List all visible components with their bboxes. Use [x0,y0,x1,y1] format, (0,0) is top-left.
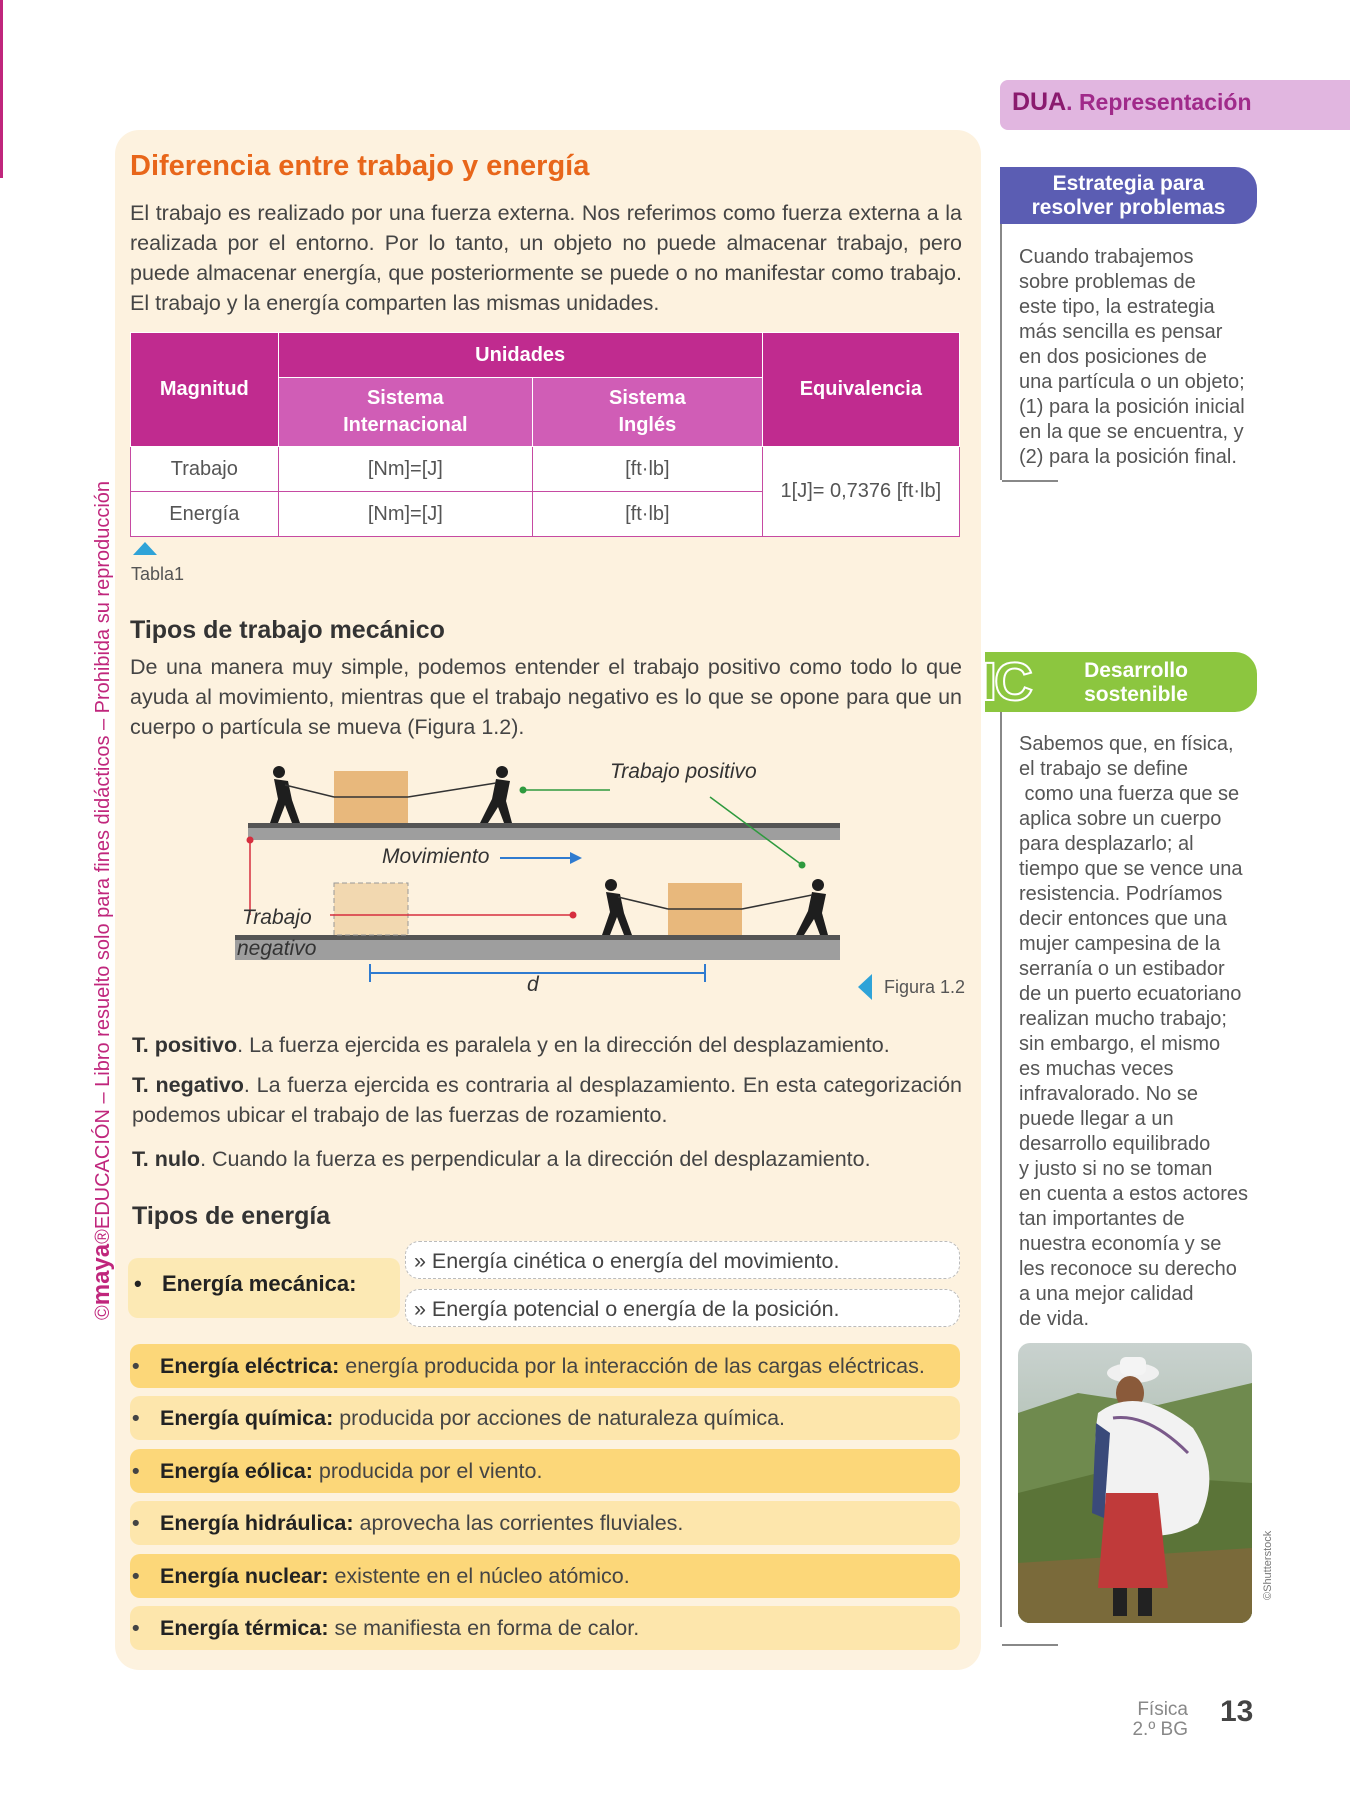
definition-term: T. nulo [132,1147,201,1171]
text-line: el trabajo se define [1019,758,1189,780]
text-line: desarrollo equilibrado [1019,1133,1211,1155]
text-line: mujer campesina de la [1019,933,1221,955]
figure-caption: Figura 1.2 [884,977,966,997]
text-line: (1) para la posición inicial [1019,396,1245,418]
dua-rest: . Representación [1066,89,1252,115]
text-line: nuestra economía y se [1019,1233,1222,1255]
si-label: Sistema Internacional [343,387,468,436]
vertical-copyright [88,460,116,1320]
definition-text: . La fuerza ejercida es paralela y en la dirección del desplazamiento. [237,1033,890,1057]
estrategia-bracket-bottom [1002,480,1058,482]
top-ground [248,828,840,840]
ic-badge-icon: IC [982,652,1030,712]
cell-magnitud: Trabajo [131,447,279,492]
estrategia-title-line: Estrategia para [1052,172,1205,195]
photo-credit: ©Shutterstock [1262,1530,1274,1600]
item-text: producida por acciones de naturaleza química. [333,1406,786,1430]
text-line: en cuenta a estos actores [1019,1183,1249,1205]
text-line: serranía o un estibador [1019,958,1225,980]
cell-magnitud: Energía [131,492,279,537]
text-line: y justo si no se toman [1019,1158,1213,1180]
text-line: realizan mucho trabajo; [1019,1008,1227,1030]
registered-mark: ® [92,1229,114,1244]
dua-title [1012,88,1252,117]
cell-ingles: [ft·lb] [532,447,762,492]
text-line: aplica sobre un cuerpo [1019,808,1222,830]
table-header-ingles [532,378,762,447]
cell-si: [Nm]=[J] [278,447,532,492]
intro-paragraph: El trabajo es realizado por una fuerza externa. Nos referimos como fuerza externa a la realizada por el entorno. Por lo tanto, un objeto no puede almacenar trabajo, pero puede almacenar energía, que posteriormente se puede o no manifestar como trabajo. El trabajo y la energía comparten las mismas unidades. [130,201,962,315]
desarrollo-text [1019,732,1254,1332]
rope-left-top [285,785,334,797]
copyright-symbol: © [92,1305,114,1320]
desarrollo-title-line: Desarrollo [1084,659,1188,682]
label-movimiento: Movimiento [382,845,490,868]
mecanica-label [132,1271,356,1297]
text-line: infravalorado. No se [1019,1083,1198,1105]
cell-equivalencia: 1[J]= 0,7376 [ft·lb] [762,447,959,537]
subject-name: Física [1137,1699,1188,1720]
table-header-unidades: Unidades [278,333,762,378]
text-line: puede llegar a un [1019,1108,1174,1130]
tipos-energia-title: Tipos de energía [132,1202,331,1230]
farmer-woman-photo [1018,1343,1252,1623]
list-item [130,1396,960,1440]
text-line: les reconoce su derecho [1019,1258,1237,1280]
text-line: más sencilla es pensar [1019,321,1223,343]
page-edge-bar [0,0,3,178]
work-figure [230,755,870,990]
table-header-equivalencia: Equivalencia [762,333,959,447]
list-item [130,1344,960,1388]
list-item [130,1554,960,1598]
negative-force-point [570,912,577,919]
desarrollo-bracket [1000,712,1002,1627]
item-term: Energía eléctrica: [160,1354,340,1378]
rope-right-bottom [742,895,812,909]
person-left-bottom-icon [602,879,632,935]
caption-marker-icon [133,542,157,555]
bottom-surface [235,935,840,940]
definition-term: T. positivo [132,1033,238,1057]
copyright-text: EDUCACIÓN – Libro resuelto solo para fines didácticos – Prohibida su reproducción [92,480,114,1230]
item-text: se manifiesta en forma de calor. [328,1616,640,1640]
text-line: es muchas veces [1019,1058,1174,1080]
movement-arrowhead-icon [570,852,582,864]
text-line: a una mejor calidad [1019,1283,1194,1305]
negative-marker-point [247,837,254,844]
text-line: decir entonces que una [1019,908,1227,930]
label-trabajo: Trabajo [242,906,312,929]
definition-nulo [132,1144,962,1174]
desarrollo-title-line: sostenible [1084,683,1188,706]
text-line: resistencia. Podríamos [1019,883,1223,905]
text-line: sobre problemas de [1019,271,1196,293]
text-line: de vida. [1019,1308,1090,1330]
section-title: Diferencia entre trabajo y energía [130,150,590,182]
item-text: energía producida por la interacción de las cargas eléctricas. [339,1354,925,1378]
text-line: tan importantes de [1019,1208,1185,1230]
positive-point-bottom [799,862,806,869]
definition-positivo [132,1030,962,1060]
estrategia-header [1000,167,1257,224]
rope-left-bottom [618,897,668,909]
estrategia-bracket [1000,222,1002,480]
item-text: existente en el núcleo atómico. [328,1564,630,1588]
bullet: • [132,1354,140,1378]
footer-subject [1130,1700,1188,1740]
label-trabajo-positivo: Trabajo positivo [610,760,757,783]
text-line: una partícula o un objeto; [1019,371,1245,393]
table-header-si [278,378,532,447]
item-term: Energía nuclear: [160,1564,329,1588]
figure-caption-marker-icon [858,974,872,1000]
bullet: • [132,1616,140,1640]
bottom-ground [235,940,840,960]
initial-box-outline [334,883,408,935]
brand-logo: maya [88,1243,115,1306]
tipos-trabajo-paragraph: De una manera muy simple, podemos entender el trabajo positivo como todo lo que ayuda al movimiento, mientras que el trabajo negativo es lo que se opone para que un cuerpo o partícula se mueva (Figura 1.2). [130,655,962,739]
text-line: en dos posiciones de [1019,346,1207,368]
text-line: sin embargo, el mismo [1019,1033,1221,1055]
cell-si: [Nm]=[J] [278,492,532,537]
desarrollo-bracket-bottom [1002,1644,1058,1646]
definition-term: T. negativo [132,1073,244,1097]
text-line: (2) para la posición final. [1019,446,1237,468]
mecanica-term: Energía mecánica: [162,1271,357,1296]
list-item [130,1501,960,1545]
table-row [131,447,960,492]
text-line: como una fuerza que se [1019,783,1240,805]
label-negativo: negativo [237,937,317,960]
item-term: Energía hidráulica: [160,1511,354,1535]
text-line: para desplazarlo; al [1019,833,1194,855]
mecanica-option: » Energía cinética o energía del movimiento. [405,1241,960,1279]
person-right-bottom-icon [796,879,828,935]
text-line: tiempo que se vence una [1019,858,1243,880]
item-text: producida por el viento. [312,1459,543,1483]
label-distance: d [527,973,539,996]
person-left-top-icon [270,766,300,823]
cell-ingles: [ft·lb] [532,492,762,537]
definition-text: . La fuerza ejercida es contraria al desplazamiento. En esta categorización podemos ubicar el trabajo de las fuerzas de rozamiento. [132,1073,962,1127]
subject-grade: 2.º BG [1132,1719,1188,1740]
dua-bold: DUA [1012,88,1067,116]
list-item [130,1449,960,1493]
ingles-label: Sistema Inglés [608,387,686,436]
estrategia-text [1019,245,1254,470]
item-text: aprovecha las corrientes fluviales. [353,1511,684,1535]
rope-right-top [408,783,496,797]
text-line: de un puerto ecuatoriano [1019,983,1242,1005]
bullet: • [132,1511,140,1535]
list-item [130,1606,960,1650]
text-line: Cuando trabajemos [1019,246,1194,268]
page-number: 13 [1220,1695,1254,1728]
units-table [130,332,960,537]
table-caption: Tabla1 [131,564,185,584]
item-term: Energía química: [160,1406,334,1430]
mecanica-option: » Energía potencial o energía de la posición. [405,1289,960,1327]
bullet: • [134,1271,142,1296]
tipos-trabajo-title: Tipos de trabajo mecánico [130,616,445,644]
estrategia-title-line: resolver problemas [1031,196,1226,219]
bullet: • [132,1459,140,1483]
definition-text: . Cuando la fuerza es perpendicular a la dirección del desplazamiento. [200,1147,871,1171]
item-term: Energía térmica: [160,1616,329,1640]
bullet: • [132,1406,140,1430]
item-term: Energía eólica: [160,1459,313,1483]
definition-negativo [132,1070,962,1130]
bullet: • [132,1564,140,1588]
text-line: en la que se encuentra, y [1019,421,1244,443]
text-line: este tipo, la estrategia [1019,296,1215,318]
text-line: Sabemos que, en física, [1019,733,1234,755]
table-header-magnitud: Magnitud [131,333,279,447]
person-right-top-icon [480,766,512,823]
